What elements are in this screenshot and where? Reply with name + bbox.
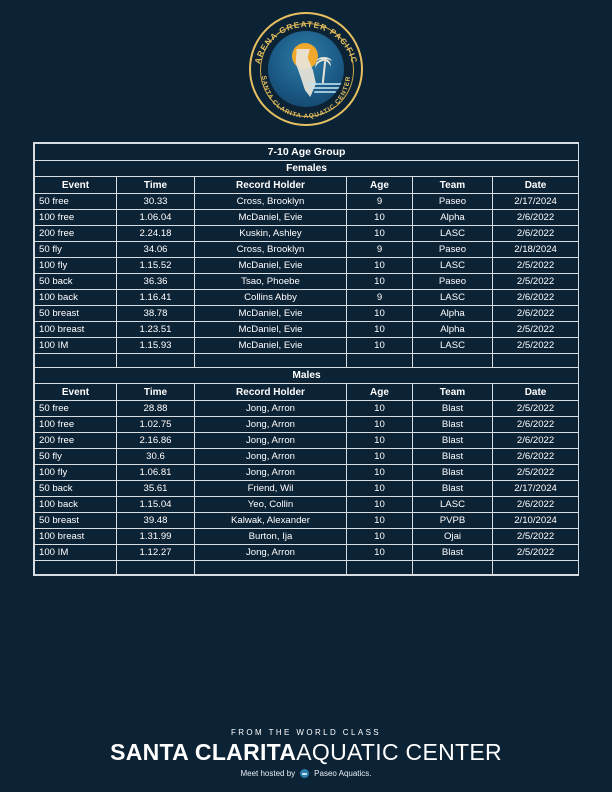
spacer-row-cell-event <box>35 354 117 368</box>
table-row-cell-date: 2/10/2024 <box>493 513 579 529</box>
table-row-cell-team: Blast <box>413 401 493 417</box>
table-row-cell-event: 100 free <box>35 210 117 226</box>
table-row-cell-time: 1.06.81 <box>117 465 195 481</box>
spacer-row-cell-age <box>347 354 413 368</box>
column-header-row-cell-time: Time <box>117 177 195 194</box>
logo-arc-top-text: ARENA GREATER PACIFIC <box>253 19 359 65</box>
column-header-row-cell-time: Time <box>117 384 195 401</box>
table-row-cell-date: 2/5/2022 <box>493 322 579 338</box>
spacer-row-cell-holder <box>195 354 347 368</box>
table-row-cell-date: 2/5/2022 <box>493 401 579 417</box>
table-row-cell-age: 10 <box>347 258 413 274</box>
table-row-cell-time: 1.15.52 <box>117 258 195 274</box>
table-row-cell-event: 50 back <box>35 274 117 290</box>
table-row <box>35 290 579 306</box>
footer-host <box>0 769 612 778</box>
table-row-cell-time: 36.36 <box>117 274 195 290</box>
table-row-cell-date: 2/5/2022 <box>493 338 579 354</box>
table-row-cell-time: 2.24.18 <box>117 226 195 242</box>
logo-header <box>0 0 612 130</box>
spacer-row-cell-holder <box>195 561 347 575</box>
table-row-cell-event: 50 breast <box>35 306 117 322</box>
table-row-cell-time: 28.88 <box>117 401 195 417</box>
table-row-cell-event: 100 back <box>35 290 117 306</box>
table-row-cell-holder: Cross, Brooklyn <box>195 242 347 258</box>
table-row-cell-event: 100 IM <box>35 338 117 354</box>
table-row-cell-holder: Jong, Arron <box>195 449 347 465</box>
table-row-cell-event: 50 free <box>35 194 117 210</box>
table-row-cell-team: LASC <box>413 258 493 274</box>
table-row <box>35 465 579 481</box>
table-row-cell-time: 1.15.04 <box>117 497 195 513</box>
table-row <box>35 338 579 354</box>
table-row-cell-date: 2/6/2022 <box>493 433 579 449</box>
column-header-row-cell-event: Event <box>35 384 117 401</box>
table-row-cell-holder: Tsao, Phoebe <box>195 274 347 290</box>
footer <box>0 728 612 778</box>
table-row <box>35 274 579 290</box>
table-row-cell-age: 10 <box>347 497 413 513</box>
table-row-cell-time: 35.61 <box>117 481 195 497</box>
column-header-row-cell-team: Team <box>413 177 493 194</box>
table-row-cell-holder: Friend, Wil <box>195 481 347 497</box>
table-row-cell-age: 10 <box>347 417 413 433</box>
table-row <box>35 210 579 226</box>
table-row-cell-event: 50 free <box>35 401 117 417</box>
paseo-logo-icon <box>300 769 309 778</box>
table-row-cell-team: Alpha <box>413 322 493 338</box>
table-row-cell-age: 10 <box>347 529 413 545</box>
table-row-cell-team: Blast <box>413 449 493 465</box>
table-row-cell-holder: McDaniel, Evie <box>195 258 347 274</box>
table-row-cell-age: 10 <box>347 481 413 497</box>
table-row-cell-date: 2/17/2024 <box>493 481 579 497</box>
table-row-cell-team: Alpha <box>413 306 493 322</box>
table-row-cell-team: Blast <box>413 417 493 433</box>
table-row-cell-team: Paseo <box>413 242 493 258</box>
spacer-row-cell-age <box>347 561 413 575</box>
table-row-cell-holder: Jong, Arron <box>195 417 347 433</box>
table-row-cell-age: 10 <box>347 226 413 242</box>
table-row-cell-age: 9 <box>347 290 413 306</box>
table-row-cell-event: 100 fly <box>35 258 117 274</box>
table-row-cell-time: 38.78 <box>117 306 195 322</box>
table-row-cell-time: 1.16.41 <box>117 290 195 306</box>
table-row-cell-team: Blast <box>413 545 493 561</box>
table-row <box>35 497 579 513</box>
table-row-cell-event: 100 fly <box>35 465 117 481</box>
column-header-row-cell-age: Age <box>347 384 413 401</box>
records-table <box>34 143 579 575</box>
spacer-row <box>35 354 579 368</box>
section-header-males-cell: Males <box>35 368 579 384</box>
table-row-cell-time: 1.15.93 <box>117 338 195 354</box>
table-row-cell-age: 10 <box>347 433 413 449</box>
column-header-row-cell-event: Event <box>35 177 117 194</box>
table-row-cell-age: 10 <box>347 210 413 226</box>
footer-brand <box>0 740 612 764</box>
table-row-cell-holder: Jong, Arron <box>195 401 347 417</box>
table-row-cell-holder: McDaniel, Evie <box>195 322 347 338</box>
table-row-cell-date: 2/6/2022 <box>493 306 579 322</box>
table-row-cell-team: Paseo <box>413 274 493 290</box>
table-row-cell-holder: McDaniel, Evie <box>195 306 347 322</box>
table-row-cell-team: Alpha <box>413 210 493 226</box>
table-row <box>35 513 579 529</box>
column-header-row <box>35 384 579 401</box>
table-row-cell-holder: Kuskin, Ashley <box>195 226 347 242</box>
spacer-row <box>35 561 579 575</box>
table-row-cell-event: 100 IM <box>35 545 117 561</box>
section-header-females <box>35 161 579 177</box>
table-row-cell-event: 100 breast <box>35 322 117 338</box>
table-row <box>35 481 579 497</box>
table-row-cell-holder: Jong, Arron <box>195 465 347 481</box>
table-row-cell-age: 10 <box>347 338 413 354</box>
spacer-row-cell-time <box>117 354 195 368</box>
table-row-cell-event: 50 breast <box>35 513 117 529</box>
table-row-cell-time: 39.48 <box>117 513 195 529</box>
table-row-cell-date: 2/5/2022 <box>493 274 579 290</box>
table-row-cell-time: 34.06 <box>117 242 195 258</box>
table-row-cell-date: 2/6/2022 <box>493 210 579 226</box>
table-row-cell-time: 1.31.99 <box>117 529 195 545</box>
table-row-cell-team: PVPB <box>413 513 493 529</box>
footer-brand-light: AQUATIC CENTER <box>296 738 502 765</box>
table-row-cell-age: 10 <box>347 306 413 322</box>
table-row <box>35 449 579 465</box>
records-sheet <box>33 142 579 576</box>
table-row-cell-date: 2/6/2022 <box>493 497 579 513</box>
section-header-females-cell: Females <box>35 161 579 177</box>
spacer-row-cell-time <box>117 561 195 575</box>
table-row-cell-time: 2.16.86 <box>117 433 195 449</box>
table-row-cell-date: 2/6/2022 <box>493 449 579 465</box>
table-row-cell-date: 2/6/2022 <box>493 226 579 242</box>
table-row-cell-team: Blast <box>413 433 493 449</box>
table-row-cell-event: 100 back <box>35 497 117 513</box>
table-row-cell-holder: Cross, Brooklyn <box>195 194 347 210</box>
table-row-cell-team: LASC <box>413 290 493 306</box>
spacer-row-cell-date <box>493 561 579 575</box>
table-row-cell-age: 10 <box>347 449 413 465</box>
table-row-cell-date: 2/5/2022 <box>493 258 579 274</box>
table-row <box>35 322 579 338</box>
table-row-cell-event: 200 free <box>35 433 117 449</box>
column-header-row-cell-team: Team <box>413 384 493 401</box>
column-header-row-cell-date: Date <box>493 384 579 401</box>
column-header-row-cell-holder: Record Holder <box>195 384 347 401</box>
table-title-row-cell: 7-10 Age Group <box>35 144 579 161</box>
column-header-row <box>35 177 579 194</box>
table-row-cell-time: 30.33 <box>117 194 195 210</box>
table-row-cell-age: 10 <box>347 465 413 481</box>
table-row-cell-holder: McDaniel, Evie <box>195 210 347 226</box>
table-row-cell-date: 2/17/2024 <box>493 194 579 210</box>
table-row <box>35 401 579 417</box>
table-row-cell-team: Blast <box>413 465 493 481</box>
table-row-cell-date: 2/5/2022 <box>493 465 579 481</box>
table-row-cell-time: 1.12.27 <box>117 545 195 561</box>
table-row-cell-event: 50 fly <box>35 242 117 258</box>
table-row-cell-time: 1.02.75 <box>117 417 195 433</box>
table-row-cell-date: 2/6/2022 <box>493 290 579 306</box>
table-row-cell-event: 100 breast <box>35 529 117 545</box>
table-row-cell-team: LASC <box>413 497 493 513</box>
table-row-cell-age: 9 <box>347 242 413 258</box>
table-row-cell-holder: Jong, Arron <box>195 433 347 449</box>
table-row-cell-team: LASC <box>413 226 493 242</box>
footer-host-name: Paseo Aquatics. <box>314 769 372 778</box>
table-row-cell-holder: Yeo, Collin <box>195 497 347 513</box>
table-row <box>35 226 579 242</box>
section-header-males <box>35 368 579 384</box>
column-header-row-cell-age: Age <box>347 177 413 194</box>
table-row-cell-date: 2/5/2022 <box>493 529 579 545</box>
table-row-cell-team: Paseo <box>413 194 493 210</box>
table-row-cell-time: 1.23.51 <box>117 322 195 338</box>
table-row-cell-event: 100 free <box>35 417 117 433</box>
table-row-cell-event: 200 free <box>35 226 117 242</box>
table-row-cell-time: 30.6 <box>117 449 195 465</box>
table-row-cell-age: 9 <box>347 194 413 210</box>
table-row <box>35 194 579 210</box>
footer-brand-bold: SANTA CLARITA <box>110 738 297 765</box>
footer-kicker: FROM THE WORLD CLASS <box>230 727 382 737</box>
table-row <box>35 306 579 322</box>
table-row-cell-holder: Collins Abby <box>195 290 347 306</box>
table-row <box>35 529 579 545</box>
table-row-cell-date: 2/18/2024 <box>493 242 579 258</box>
table-row-cell-holder: McDaniel, Evie <box>195 338 347 354</box>
table-row-cell-team: Blast <box>413 481 493 497</box>
table-row-cell-event: 50 fly <box>35 449 117 465</box>
column-header-row-cell-date: Date <box>493 177 579 194</box>
table-row-cell-event: 50 back <box>35 481 117 497</box>
table-row <box>35 258 579 274</box>
table-row-cell-team: Ojai <box>413 529 493 545</box>
table-row-cell-team: LASC <box>413 338 493 354</box>
spacer-row-cell-date <box>493 354 579 368</box>
column-header-row-cell-holder: Record Holder <box>195 177 347 194</box>
footer-host-label: Meet hosted by <box>240 769 296 778</box>
table-row-cell-age: 10 <box>347 545 413 561</box>
spacer-row-cell-team <box>413 354 493 368</box>
table-row <box>35 433 579 449</box>
table-row-cell-time: 1.06.04 <box>117 210 195 226</box>
logo-arc-text <box>249 12 363 126</box>
table-title-row <box>35 144 579 161</box>
table-row <box>35 417 579 433</box>
spacer-row-cell-event <box>35 561 117 575</box>
table-row-cell-holder: Burton, Ija <box>195 529 347 545</box>
table-row-cell-age: 10 <box>347 274 413 290</box>
event-logo <box>249 12 363 126</box>
table-row-cell-age: 10 <box>347 513 413 529</box>
table-row <box>35 242 579 258</box>
spacer-row-cell-team <box>413 561 493 575</box>
table-row-cell-date: 2/6/2022 <box>493 417 579 433</box>
logo-arc-bottom-text: SANTA CLARITA AQUATIC CENTER <box>259 75 353 121</box>
table-row-cell-holder: Kalwak, Alexander <box>195 513 347 529</box>
table-row <box>35 545 579 561</box>
table-row-cell-age: 10 <box>347 322 413 338</box>
table-row-cell-holder: Jong, Arron <box>195 545 347 561</box>
table-row-cell-date: 2/5/2022 <box>493 545 579 561</box>
table-row-cell-age: 10 <box>347 401 413 417</box>
